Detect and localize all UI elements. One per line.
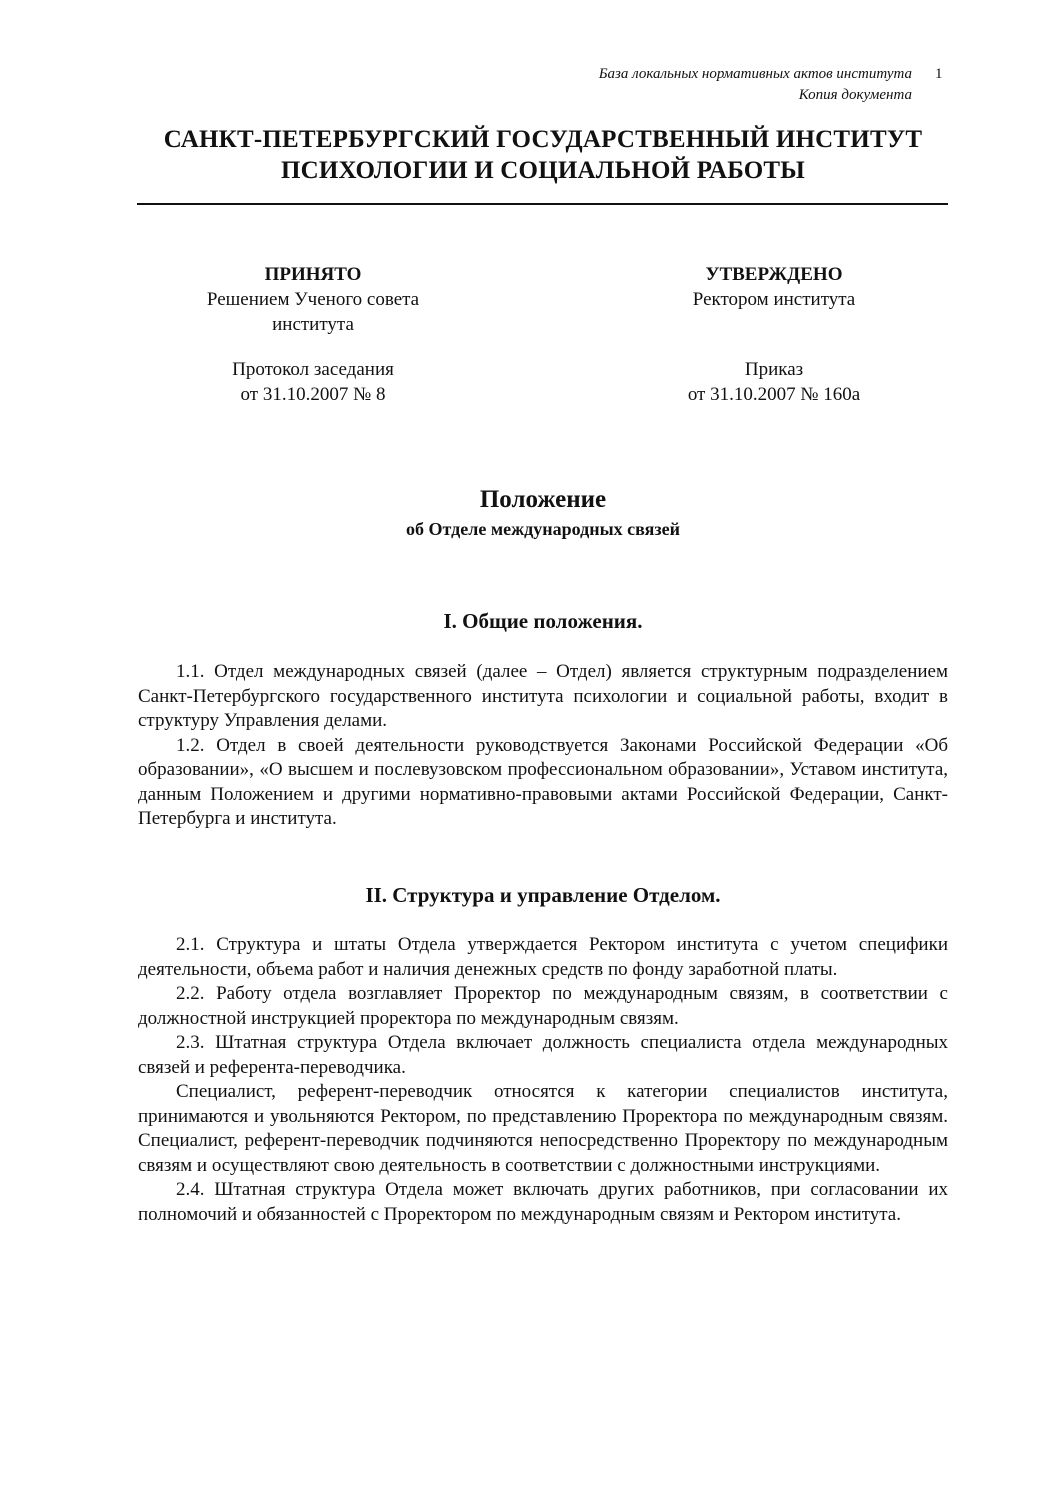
page-number: 1 (935, 66, 943, 82)
institute-title (138, 124, 948, 186)
document-title: Положение (479, 486, 607, 513)
paragraph-2-3-specialists: Специалист, референт-переводчик относятся к категории специалистов института, принимаются и увольняются Ректором, по представлению Проректора по международным связям. Специалист, референт-переводчик подчиняются непосредственно Проректору по международным связям и осуществляют свою деятельность в соответствии с должностными инструкциями. (138, 1081, 948, 1176)
running-header-database: База локальных нормативных актов института (598, 66, 912, 82)
accepted-protocol-date: от 31.10.2007 № 8 (240, 384, 386, 405)
accepted-heading: ПРИНЯТО (264, 264, 362, 285)
accepted-institute: института (272, 314, 354, 335)
running-header-copy: Копия документа (798, 87, 912, 103)
header-divider (137, 203, 948, 205)
paragraph-2-2: 2.2. Работу отдела возглавляет Проректор по международным связям, в соответствии с должностной инструкцией проректора по международным связям. (138, 983, 948, 1029)
institute-title-line-2: ПСИХОЛОГИИ И СОЦИАЛЬНОЙ РАБОТЫ (280, 157, 806, 184)
approved-by-rector: Ректором института (692, 289, 856, 310)
section-1-heading: I. Общие положения. (443, 609, 643, 633)
section-2-body (138, 933, 948, 1227)
section-1-body (138, 660, 948, 832)
approved-heading: УТВЕРЖДЕНО (705, 264, 843, 285)
paragraph-2-3: 2.3. Штатная структура Отдела включает должность специалиста отдела международных связей и референта-переводчика. (138, 1032, 948, 1078)
accepted-protocol: Протокол заседания (232, 359, 394, 380)
approved-order: Приказ (744, 359, 804, 380)
section-2-heading: II. Структура и управление Отделом. (365, 883, 721, 907)
institute-title-line-1: САНКТ-ПЕТЕРБУРГСКИЙ ГОСУДАРСТВЕННЫЙ ИНСТИТУТ (163, 126, 923, 153)
approved-block (604, 262, 944, 407)
document-subtitle: об Отделе международных связей (406, 519, 680, 539)
running-header (599, 64, 912, 106)
accepted-by-council: Решением Ученого совета (206, 289, 420, 310)
paragraph-1-2: 1.2. Отдел в своей деятельности руководствуется Законами Российской Федерации «Об образовании», «О высшем и послевузовском профессиональном образовании», Уставом института, данным Положением и другими нормативно-правовыми актами Российской Федерации, Санкт-Петербурга и института. (138, 734, 948, 829)
accepted-block (143, 262, 483, 407)
paragraph-2-1: 2.1. Структура и штаты Отдела утверждается Ректором института с учетом специфики деятельности, объема работ и наличия денежных средств по фонду заработной платы. (138, 934, 948, 980)
paragraph-2-4: 2.4. Штатная структура Отдела может включать других работников, при согласовании их полномочий и обязанностей с Проректором по международным связям и Ректором института. (138, 1179, 948, 1225)
approved-order-date: от 31.10.2007 № 160а (687, 384, 861, 405)
paragraph-1-1: 1.1. Отдел международных связей (далее – Отдел) является структурным подразделением Санкт-Петербургского государственного института психологии и социальной работы, входит в структуру Управления делами. (138, 661, 948, 731)
